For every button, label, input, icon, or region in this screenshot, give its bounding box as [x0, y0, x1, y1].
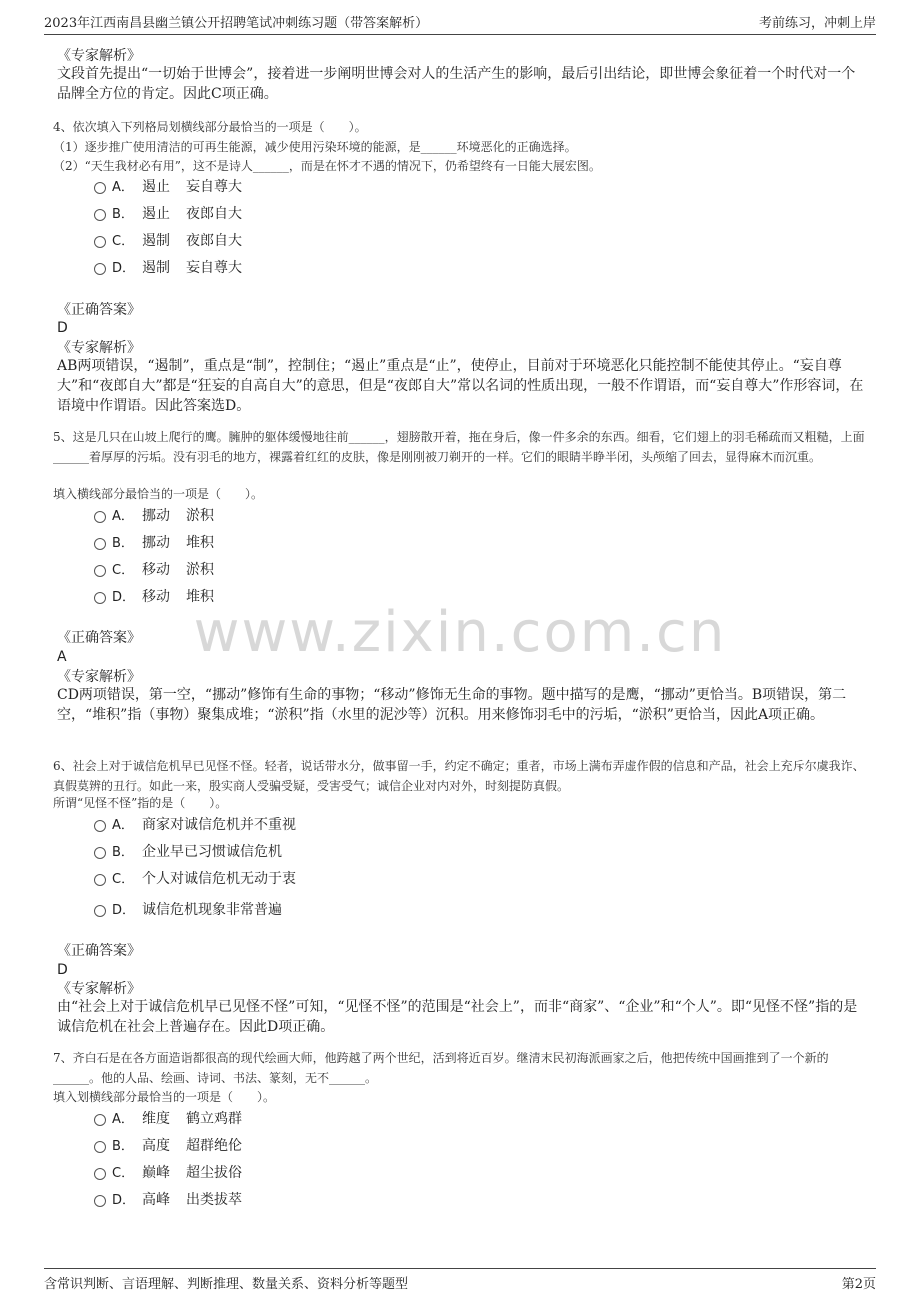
radio-icon[interactable]: [94, 209, 106, 221]
radio-icon[interactable]: [94, 820, 106, 832]
option-d[interactable]: D． 移动 堆积: [94, 586, 214, 608]
answer-value: D: [57, 962, 68, 978]
radio-icon[interactable]: [94, 874, 106, 886]
option-b[interactable]: B． 遏止 夜郎自大: [94, 203, 242, 225]
question-sentence-2: （2）“天生我材必有用”，这不是诗人______，而是在怀才不遇的情况下，仍希望终有一日能大展宏图。: [53, 159, 601, 173]
option-b[interactable]: B． 企业早已习惯诚信危机: [94, 841, 282, 863]
analysis-label: 《专家解析》: [57, 340, 141, 356]
radio-icon[interactable]: [94, 182, 106, 194]
question-stem: 6、社会上对于诚信危机早已见怪不怪。轻者，说话带水分，做事留一手，约定不确定；重者，市场上满布弄虚作假的信息和产品，社会上充斥尔虞我诈、真假莫辨的丑行。如此一来，殷实商人受骗受疑，受害受气；诚信企业对内对外，时刻提防真假。: [53, 759, 865, 793]
header-motto: 考前练习，冲刺上岸: [758, 16, 876, 31]
answer-label: 《正确答案》: [57, 302, 141, 318]
footer-topics: 含常识判断、言语理解、判断推理、数量关系、资料分析等题型: [44, 1277, 409, 1292]
answer-label: 《正确答案》: [57, 630, 141, 646]
question-stem: 5、这是几只在山坡上爬行的鹰。臃肿的躯体缓慢地往前______，翅膀散开着，拖在身后，像一件多余的东西。细看，它们翅上的羽毛稀疏而又粗糙，上面______着厚厚的污垢。没有羽毛的地方，裸露着红红的皮肤，像是刚刚被刀剃开的一样。它们的眼睛半睁半闭，头颅缩了回去，显得麻木而沉重。: [53, 430, 865, 464]
document-title: 2023年江西南昌县幽兰镇公开招聘笔试冲刺练习题（带答案解析）: [44, 16, 429, 31]
option-c[interactable]: C． 移动 淤积: [94, 559, 214, 581]
answer-value: A: [57, 649, 67, 665]
radio-icon[interactable]: [94, 905, 106, 917]
question-prompt: 填入横线部分最恰当的一项是（ ）。: [53, 487, 264, 501]
analysis-text: 文段首先提出“一切始于世博会”，接着进一步阐明世博会对人的生活产生的影响，最后引出结论，即世博会象征着一个时代对一个品牌全方位的肯定。因此C项正确。: [57, 66, 856, 102]
radio-icon[interactable]: [94, 592, 106, 604]
analysis-text: CD两项错误，第一空，“挪动”修饰有生命的事物；“移动”修饰无生命的事物。题中描写的是鹰，“挪动”更恰当。B项错误，第二空，“堆积”指（事物）聚集成堆；“淤积”指（水里的泥沙等）沉积。用来修饰羽毛中的污垢，“淤积”更恰当，因此A项正确。: [57, 687, 847, 723]
radio-icon[interactable]: [94, 538, 106, 550]
option-c[interactable]: C． 个人对诚信危机无动于衷: [94, 868, 296, 890]
option-b[interactable]: B． 高度 超群绝伦: [94, 1135, 242, 1157]
option-a[interactable]: A． 挪动 淤积: [94, 505, 214, 527]
option-c[interactable]: C． 巅峰 超尘拔俗: [94, 1162, 242, 1184]
radio-icon[interactable]: [94, 1141, 106, 1153]
analysis-label: 《专家解析》: [57, 669, 141, 685]
page-footer: [44, 1268, 876, 1293]
page-header: [44, 10, 876, 35]
radio-icon[interactable]: [94, 1195, 106, 1207]
answer-value: D: [57, 320, 68, 336]
question-sentence-1: （1）逐步推广使用清洁的可再生能源，减少使用污染环境的能源，是______环境恶化的正确选择。: [53, 140, 577, 154]
option-a[interactable]: A． 商家对诚信危机并不重视: [94, 814, 296, 836]
option-d[interactable]: D． 诚信危机现象非常普遍: [94, 899, 282, 921]
page-number: 第2页: [841, 1277, 876, 1292]
option-c[interactable]: C． 遏制 夜郎自大: [94, 230, 242, 252]
option-d[interactable]: D． 高峰 出类拔萃: [94, 1189, 242, 1211]
radio-icon[interactable]: [94, 1114, 106, 1126]
radio-icon[interactable]: [94, 847, 106, 859]
radio-icon[interactable]: [94, 565, 106, 577]
radio-icon[interactable]: [94, 511, 106, 523]
radio-icon[interactable]: [94, 263, 106, 275]
option-a[interactable]: A． 维度 鹤立鸡群: [94, 1108, 242, 1130]
watermark: www.zixin.com.cn: [193, 600, 727, 665]
question-prompt: 填入划横线部分最恰当的一项是（ ）。: [53, 1090, 276, 1104]
analysis-text: AB两项错误，“遏制”，重点是“制”，控制住；“遏止”重点是“止”，使停止，目前对于环境恶化只能控制不能使其停止。“妄自尊大”和“夜郎自大”都是“狂妄的自高自大”的意思，但是“夜郎自大”常以名词的性质出现，一般不作谓语，而“妄自尊大”作形容词，在语境中作谓语。因此答案选D。: [57, 358, 864, 414]
analysis-text: 由“社会上对于诚信危机早已见怪不怪”可知，“见怪不怪”的范围是“社会上”，而非“商家”、“企业”和“个人”。即“见怪不怪”指的是诚信危机在社会上普遍存在。因此D项正确。: [57, 999, 858, 1035]
option-d[interactable]: D． 遏制 妄自尊大: [94, 257, 242, 279]
question-prompt: 所谓“见怪不怪”指的是（ ）。: [53, 796, 228, 810]
option-b[interactable]: B． 挪动 堆积: [94, 532, 214, 554]
radio-icon[interactable]: [94, 236, 106, 248]
analysis-label: 《专家解析》: [57, 48, 141, 64]
question-stem: 4、依次填入下列格局划横线部分最恰当的一项是（ ）。: [53, 120, 367, 134]
option-a[interactable]: A． 遏止 妄自尊大: [94, 176, 242, 198]
answer-label: 《正确答案》: [57, 943, 141, 959]
radio-icon[interactable]: [94, 1168, 106, 1180]
analysis-label: 《专家解析》: [57, 981, 141, 997]
question-stem: 7、齐白石是在各方面造诣都很高的现代绘画大师，他跨越了两个世纪，活到将近百岁。继清末民初海派画家之后，他把传统中国画推到了一个新的______。他的人品、绘画、诗词、书法、篆刻，无不______。: [53, 1051, 829, 1085]
